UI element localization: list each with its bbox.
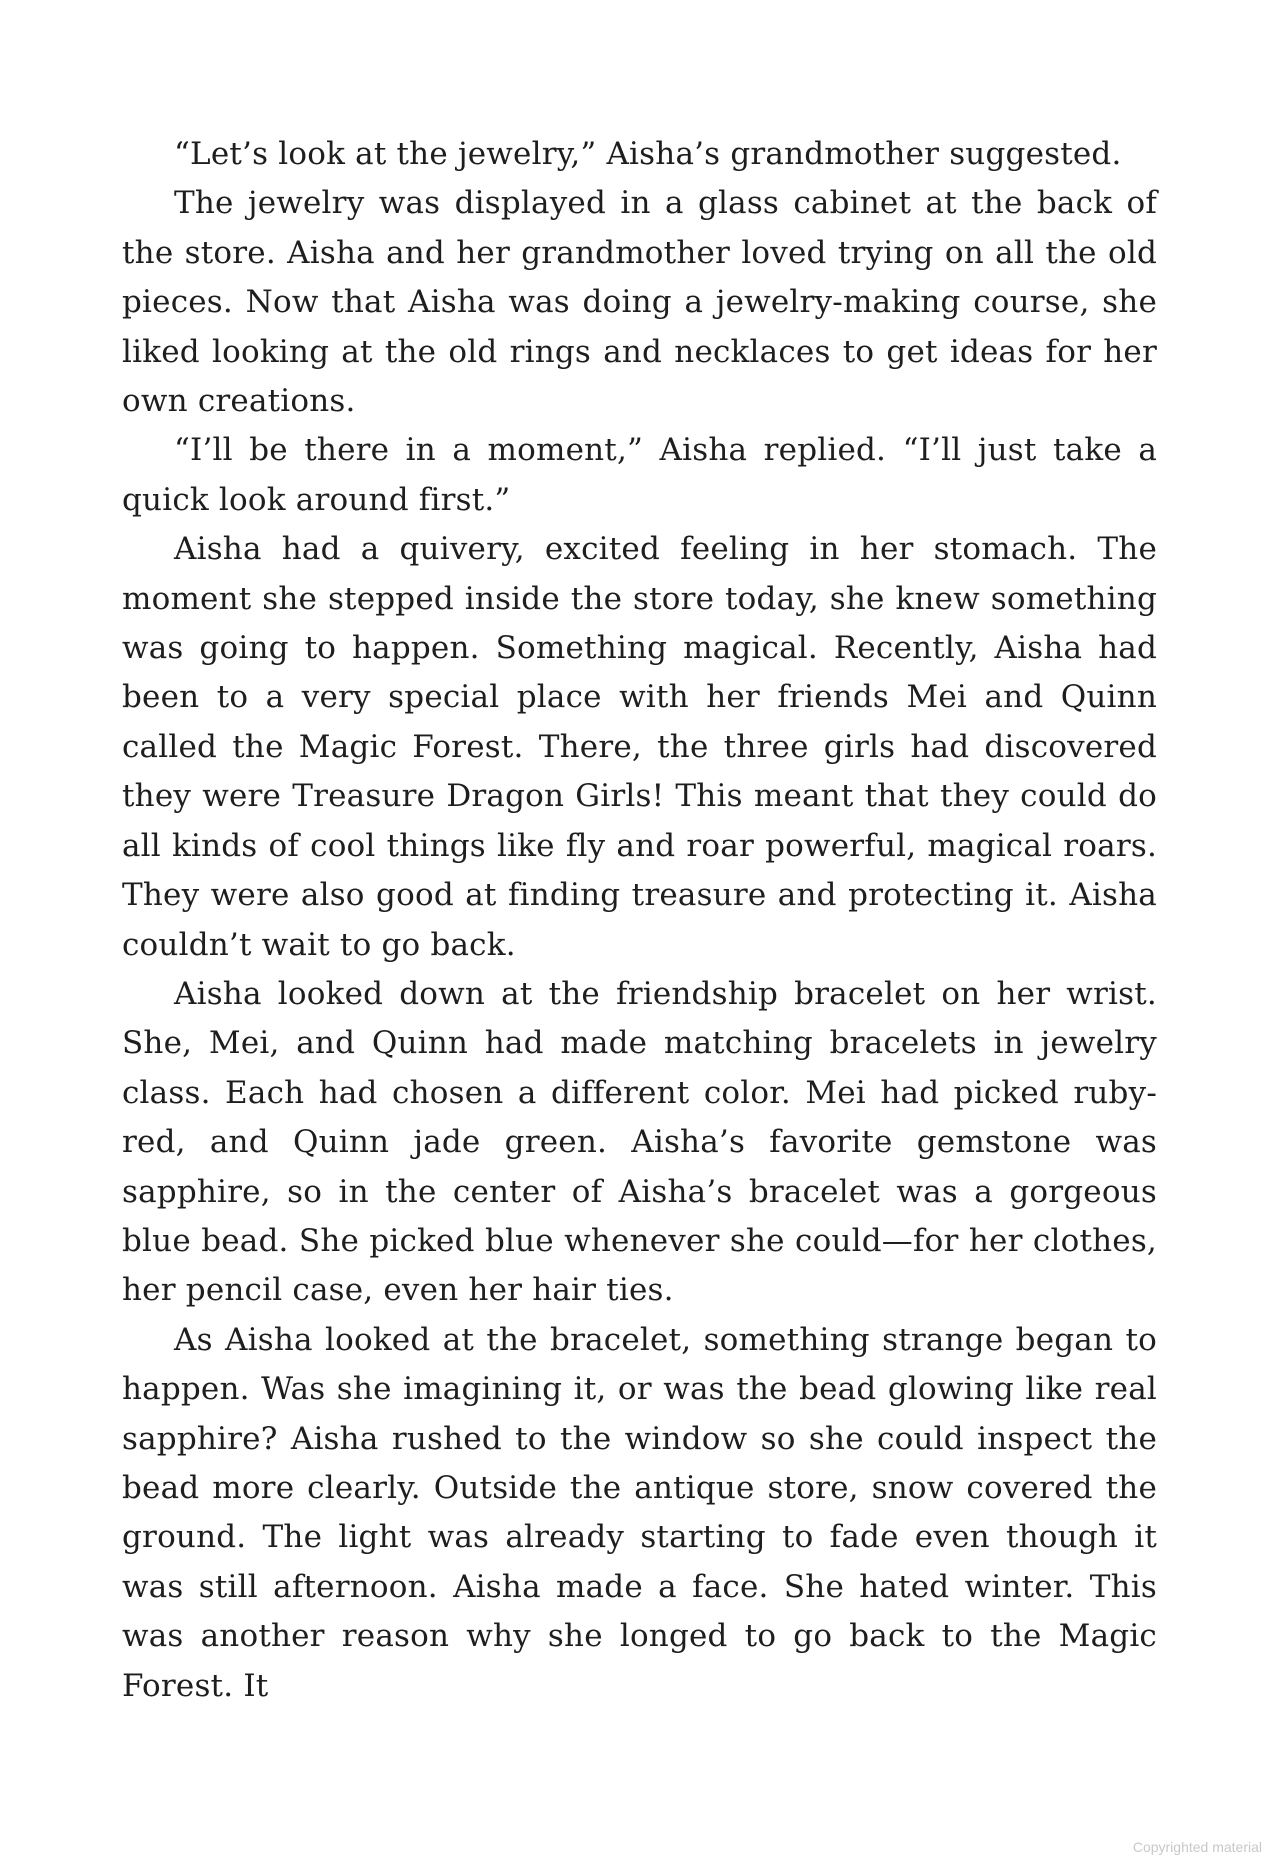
paragraph: As Aisha looked at the bracelet, something strange began to happen. Was she imagining it, or was the bead glowing like real sapphire? Aisha rushed to the window so she could inspect the bead more clearly. Outside the antique store, snow covered the ground. The light was already starting to fade even though it was still afternoon. Aisha made a face. She hated winter. This was another reason why she longed to go back to the Magic Forest. It <box>122 1321 1157 1704</box>
page-body <box>122 130 1157 1711</box>
paragraph: The jewelry was displayed in a glass cabinet at the back of the store. Aisha and her grandmother loved trying on all the old pieces. Now that Aisha was doing a jewelry-making course, she liked looking at the old rings and necklaces to get ideas for her own creations. <box>122 185 1157 420</box>
paragraph: Aisha looked down at the friendship bracelet on her wrist. She, Mei, and Quinn had made matching bracelets in jewelry class. Each had chosen a different color. Mei had picked ruby-red, and Quinn jade green. Aisha’s favorite gemstone was sapphire, so in the center of Aisha’s bracelet was a gorgeous blue bead. She picked blue whenever she could—for her clothes, her pencil case, even her hair ties. <box>122 975 1157 1309</box>
copyright-watermark: Copyrighted material <box>1132 1839 1262 1855</box>
paragraph: “I’ll be there in a moment,” Aisha replied. “I’ll just take a quick look around first.” <box>122 432 1157 518</box>
paragraph: “Let’s look at the jewelry,” Aisha’s grandmother suggested. <box>174 136 1122 172</box>
paragraph: Aisha had a quivery, excited feeling in her stomach. The moment she stepped inside the store today, she knew something was going to happen. Something magical. Recently, Aisha had been to a very special place with her friends Mei and Quinn called the Magic Forest. There, the three girls had discovered they were Treasure Dragon Girls! This meant that they could do all kinds of cool things like fly and roar powerful, magical roars. They were also good at finding treasure and protecting it. Aisha couldn’t wait to go back. <box>122 531 1157 963</box>
